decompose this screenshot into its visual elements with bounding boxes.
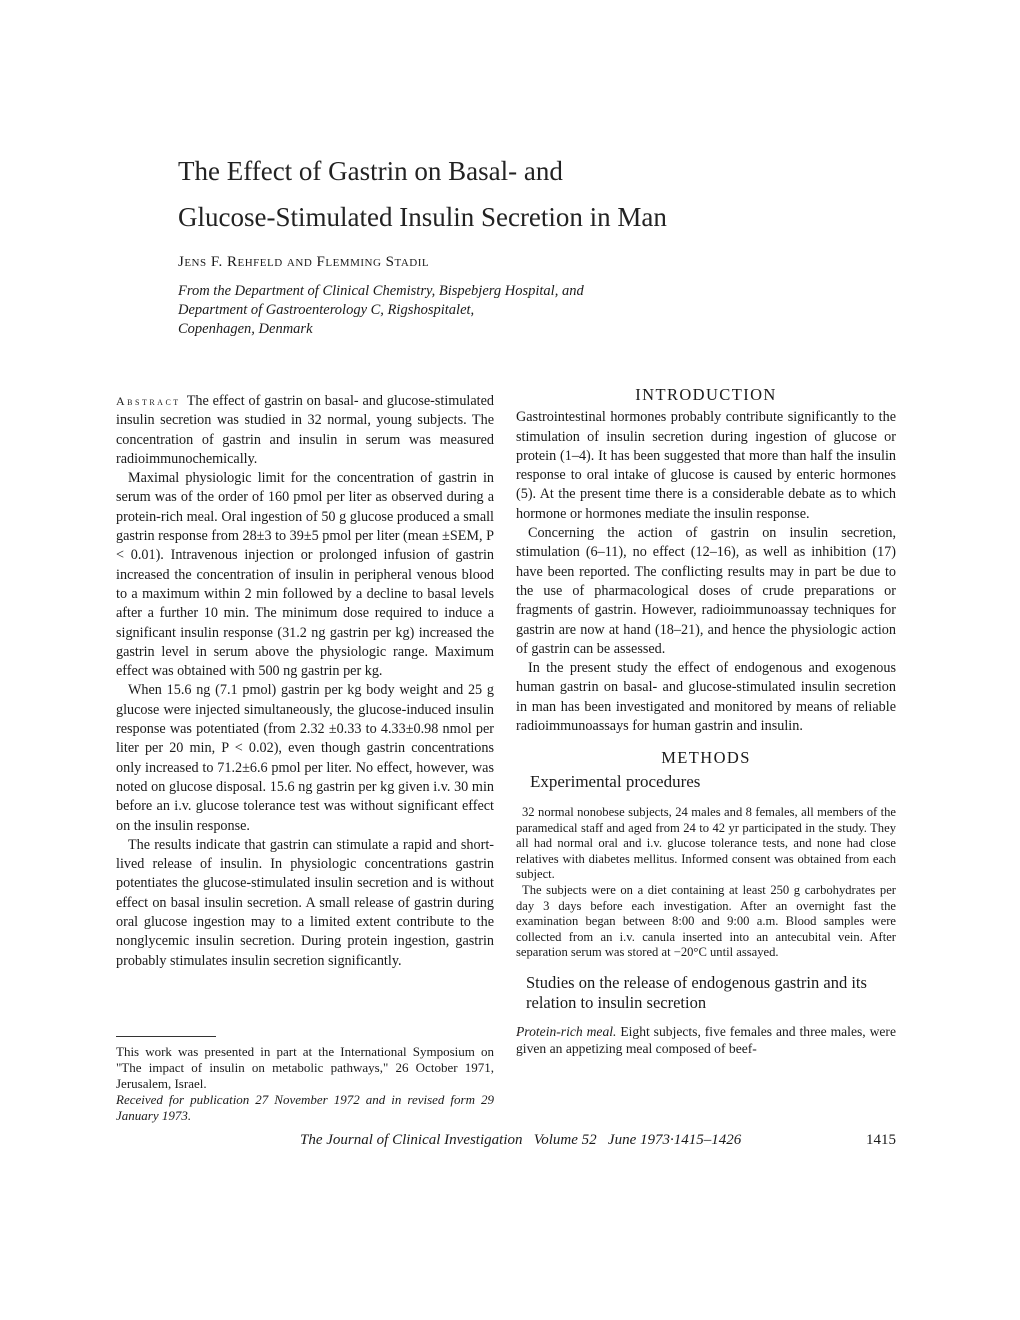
methods-paragraph-1: 32 normal nonobese subjects, 24 males and 8 females, all members of the paramedical staff and aged from 24 to 42 yr participated in the study. They all had normal oral and i.v. glucose tolerance tests, and none had close relatives with diabetes mellitus. Informed consent was obtained from each subject. xyxy=(516,804,896,882)
author-names: Jens F. Rehfeld and Flemming Stadil xyxy=(178,254,430,270)
footnote-divider xyxy=(116,1036,216,1037)
footnote-received: Received for publication 27 November 1972 and in revised form 29 January 1973. xyxy=(116,1092,494,1123)
journal-volume: Volume 52 xyxy=(533,1132,597,1148)
affiliation xyxy=(178,282,738,339)
page-footer xyxy=(300,1132,896,1149)
protein-rich-meal-paragraph: Protein-rich meal. Eight subjects, five females and three males, were given an appetizing meal composed of beef- xyxy=(516,1023,896,1056)
methods-text xyxy=(516,805,896,961)
abstract-paragraph-2: Maximal physiologic limit for the concentration of gastrin in serum was of the order of 160 pmol per liter as observed during a protein-rich meal. Oral ingestion of 50 g glucose produced a small gastrin response from 28±3 to 39±5 pmol per liter (mean ±SEM, P < 0.01). Intravenous injection or prolonged infusion of gastrin increased the concentration of insulin in peripheral venous blood to a maximum within 2 min followed by a decline to basal levels after a further 10 min. The minimum dose required to induce a significant insulin response (31.2 ng gastrin per kg) increased the gastrin level in serum above the physiologic range. Maximum effect was obtained with 500 ng gastrin per kg. xyxy=(116,470,494,680)
abstract-column xyxy=(116,392,494,971)
right-column xyxy=(516,385,896,1057)
affiliation-line-3: Copenhagen, Denmark xyxy=(178,321,313,337)
protein-rich-meal-lead: Protein-rich meal. xyxy=(516,1023,617,1039)
footnote-presentation: This work was presented in part at the International Symposium on "The impact of insulin on metabolic pathways," 26 October 1971, Jerusalem, Israel. xyxy=(116,1044,494,1091)
studies-heading: Studies on the release of endogenous gastrin and its relation to insulin secretion xyxy=(526,972,867,1012)
abstract-paragraph-1: Abstract The effect of gastrin on basal- and glucose-stimulated insulin secretion was studied in 32 normal, young subjects. The concentration of gastrin and insulin in serum was measured radioimmunochemically. xyxy=(116,393,494,467)
introduction-paragraph-3: In the present study the effect of endogenous and exogenous human gastrin on basal- and glucose-stimulated insulin secretion in man has been investigated and monitored by means of reliable radioimmunoassays for human gastrin and insulin. xyxy=(516,660,896,735)
abstract-paragraph-4: The results indicate that gastrin can stimulate a rapid and short-lived release of insulin. In physiologic concentrations gastrin potentiates the glucose-stimulated insulin secretion and is without effect on basal insulin secretion. A small release of gastrin during oral glucose ingestion may to a limited extent contribute to the nonglycemic insulin secretion. During protein ingestion, gastrin probably stimulates insulin secretion significantly. xyxy=(116,836,494,969)
methods-paragraph-2: The subjects were on a diet containing at least 250 g carbohydrates per day 3 days before each investigation. After an overnight fast the examination began between 8:00 and 9:00 a.m. Blood samples were collected from an i.v. canula inserted into an antecubital vein. After separation serum was stored at −20°C until assayed. xyxy=(516,882,896,960)
footnote xyxy=(116,1044,494,1124)
authors xyxy=(178,254,429,271)
abstract-label: Abstract xyxy=(116,394,181,408)
affiliation-line-2: Department of Gastroenterology C, Rigshospitalet, xyxy=(178,302,475,318)
affiliation-line-1: From the Department of Clinical Chemistry, Bispebjerg Hospital, and xyxy=(178,283,584,299)
page-number: 1415 xyxy=(866,1132,896,1148)
title-line-2: Glucose-Stimulated Insulin Secretion in Man xyxy=(178,202,667,232)
introduction-paragraph-2: Concerning the action of gastrin on insulin secretion, stimulation (6–11), no effect (12–16), as well as inhibition (17) have been reported. The conflicting results may in part be due to the use of pharmacological doses of crude preparations or fragments of gastrin. However, radioimmunoassay techniques for gastrin are now at hand (18–21), and hence the physiologic action of gastrin can be assessed. xyxy=(516,525,896,657)
abstract-paragraph-3: When 15.6 ng (7.1 pmol) gastrin per kg body weight and 25 g glucose were injected simultaneously, the glucose-induced insulin response was potentiated (from 2.32 ±0.33 to 4.33±0.98 nmol per liter per 20 min, P < 0.02), even though gastrin concentrations only increased to 71.2±6.6 pmol per liter. No effect, however, was noted on glucose disposal. 15.6 ng gastrin per kg given i.v. 30 min before an i.v. glucose tolerance test was without significant effect on the insulin response. xyxy=(116,682,494,834)
experimental-procedures-heading: Experimental procedures xyxy=(530,771,701,791)
introduction-paragraph-1: Gastrointestinal hormones probably contribute significantly to the stimulation of insulin secretion during ingestion of glucose or protein (1–4). It has been suggested that more than half the insulin response to oral intake of glucose is caused by enteric hormones (5). At the present time there is a considerable debate as to which hormone or hormones mediate the insulin response. xyxy=(516,409,896,522)
methods-heading: METHODS xyxy=(661,748,751,768)
article-title xyxy=(178,148,938,240)
introduction-heading: INTRODUCTION xyxy=(635,385,777,404)
journal-date-pages: June 1973·1415–1426 xyxy=(607,1132,742,1148)
title-line-1: The Effect of Gastrin on Basal- and xyxy=(178,156,563,186)
journal-name: The Journal of Clinical Investigation xyxy=(300,1132,523,1148)
